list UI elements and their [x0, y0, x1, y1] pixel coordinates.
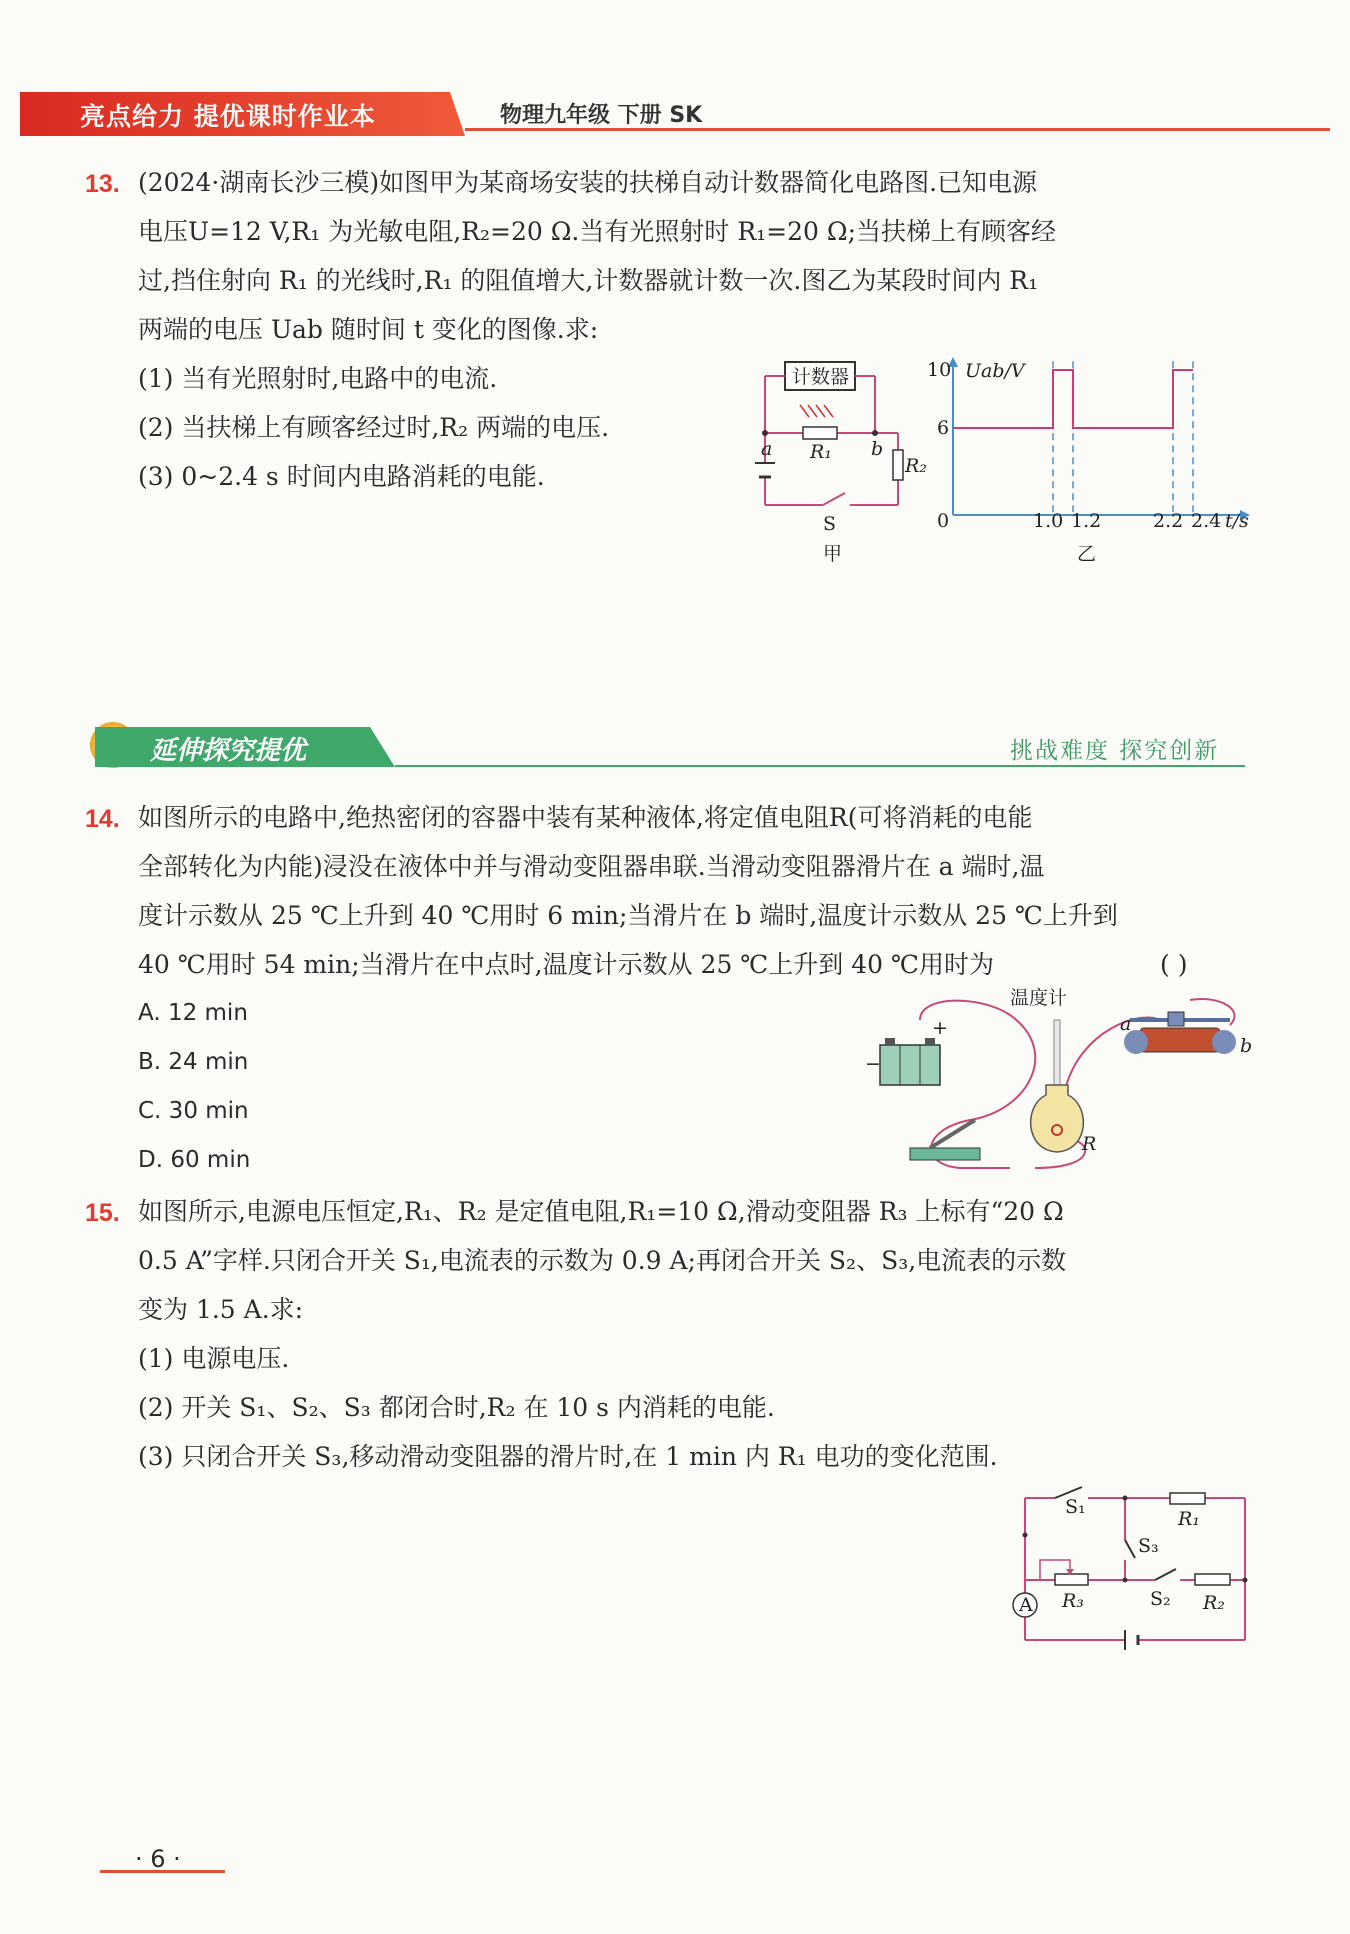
q14-line-4: 40 ℃用时 54 min;当滑片在中点时,温度计示数从 25 ℃上升到 40 ℃用时为	[138, 950, 994, 979]
q14-option-b: B. 24 min	[138, 1049, 249, 1075]
s1-label: S₁	[1065, 1496, 1086, 1518]
battery-minus-label: −	[865, 1053, 881, 1075]
q14-option-c: C. 30 min	[138, 1098, 249, 1124]
header-title: 亮点给力 提优课时作业本	[80, 102, 376, 131]
r2-label: R₂	[905, 455, 927, 477]
q13-part-1: (1) 当有光照射时,电路中的电流.	[138, 364, 498, 393]
node-b-label: b	[871, 438, 884, 460]
thermometer-label: 温度计	[1010, 987, 1068, 1009]
figure-yi-caption: 乙	[1077, 543, 1097, 565]
q15-line-2: 0.5 A”字样.只闭合开关 S₁,电流表的示数为 0.9 A;再闭合开关 S₂、S₃,电流表的示数	[138, 1246, 1067, 1275]
q14-line-2: 全部转化为内能)浸没在液体中并与滑动变阻器串联.当滑动变阻器滑片在 a 端时,温	[138, 852, 1045, 881]
q15-line-3: 变为 1.5 A.求:	[138, 1295, 304, 1324]
q15-circuit-diagram	[1000, 1485, 1260, 1655]
section-rule	[395, 765, 1245, 767]
q13-part-3: (3) 0~2.4 s 时间内电路消耗的电能.	[138, 462, 545, 491]
q15-part-3: (3) 只闭合开关 S₃,移动滑动变阻器的滑片时,在 1 min 内 R₁ 电功的变化范围.	[138, 1442, 998, 1471]
header-rule	[465, 128, 1330, 131]
header-subtitle: 物理九年级 下册 SK	[500, 103, 703, 128]
switch-s-label: S	[823, 513, 837, 535]
fig14-r-label: R	[1082, 1133, 1097, 1155]
question-15-number: 15.	[85, 1199, 120, 1227]
flask-icon	[1031, 1020, 1084, 1152]
x-tick-label-2: 2.2	[1153, 510, 1184, 532]
ammeter-label: A	[1019, 1594, 1033, 1616]
question-14-number: 14.	[85, 805, 120, 833]
x-tick-label-0: 1.0	[1033, 510, 1064, 532]
counter-label: 计数器	[792, 366, 850, 388]
q14-apparatus-figure	[860, 987, 1260, 1175]
y-tick-label-0: 6	[937, 417, 950, 439]
q14-option-a: A. 12 min	[138, 1000, 248, 1026]
battery-icon	[880, 1038, 940, 1085]
x-axis-label: t/s	[1225, 510, 1249, 532]
q15-part-2: (2) 开关 S₁、S₂、S₃ 都闭合时,R₂ 在 10 s 内消耗的电能.	[138, 1393, 775, 1422]
q14-line-1: 如图所示的电路中,绝热密闭的容器中装有某种液体,将定值电阻R(可将消耗的电能	[138, 803, 1033, 832]
q13-line-3: 过,挡住射向 R₁ 的光线时,R₁ 的阻值增大,计数器就计数一次.图乙为某段时间内 R₁	[138, 266, 1039, 295]
page-number: · 6 ·	[135, 1845, 181, 1873]
r3-label-q15: R₃	[1062, 1590, 1084, 1612]
q13-part-2: (2) 当扶梯上有顾客经过时,R₂ 两端的电压.	[138, 413, 610, 442]
r1-label-q15: R₁	[1178, 1508, 1200, 1530]
q15-part-1: (1) 电源电压.	[138, 1344, 290, 1373]
q13-voltage-time-chart	[925, 355, 1260, 570]
s2-label: S₂	[1150, 1588, 1171, 1610]
rheostat-icon	[1124, 1012, 1236, 1054]
y-axis-label: Uab/V	[965, 360, 1025, 382]
question-13-number: 13.	[85, 170, 120, 198]
q13-line-1: (2024·湖南长沙三模)如图甲为某商场安装的扶梯自动计数器简化电路图.已知电源	[138, 168, 1038, 197]
q14-option-d: D. 60 min	[138, 1147, 251, 1173]
fig14-b-label: b	[1240, 1035, 1253, 1057]
switch-icon	[910, 1120, 980, 1160]
q14-answer-blank: ( )	[1160, 950, 1188, 979]
q15-line-1: 如图所示,电源电压恒定,R₁、R₂ 是定值电阻,R₁=10 Ω,滑动变阻器 R₃ 上标有“20 Ω	[138, 1197, 1064, 1226]
q14-line-3: 度计示数从 25 ℃上升到 40 ℃用时 6 min;当滑片在 b 端时,温度计示数从 25 ℃上升到	[138, 901, 1118, 930]
battery-plus-label: +	[932, 1017, 948, 1039]
q13-line-4: 两端的电压 Uab 随时间 t 变化的图像.求:	[138, 315, 599, 344]
section-tagline: 挑战难度 探究创新	[1010, 738, 1220, 764]
r1-label: R₁	[810, 441, 832, 463]
q13-line-2: 电压U=12 V,R₁ 为光敏电阻,R₂=20 Ω.当有光照射时 R₁=20 Ω;当扶梯上有顾客经	[138, 217, 1057, 246]
s3-label: S₃	[1138, 1535, 1159, 1557]
x-tick-label-3: 2.4	[1191, 510, 1222, 532]
y-tick-label-1: 10	[927, 359, 952, 381]
figure-jia-caption: 甲	[823, 543, 843, 565]
x-tick-label-1: 1.2	[1071, 510, 1102, 532]
r2-label-q15: R₂	[1203, 1592, 1225, 1614]
fig14-a-label: a	[1120, 1013, 1132, 1035]
origin-label: 0	[937, 510, 950, 532]
section-title: 延伸探究提优	[150, 736, 307, 766]
node-a-label: a	[761, 438, 773, 460]
q13-circuit-diagram	[745, 355, 927, 570]
